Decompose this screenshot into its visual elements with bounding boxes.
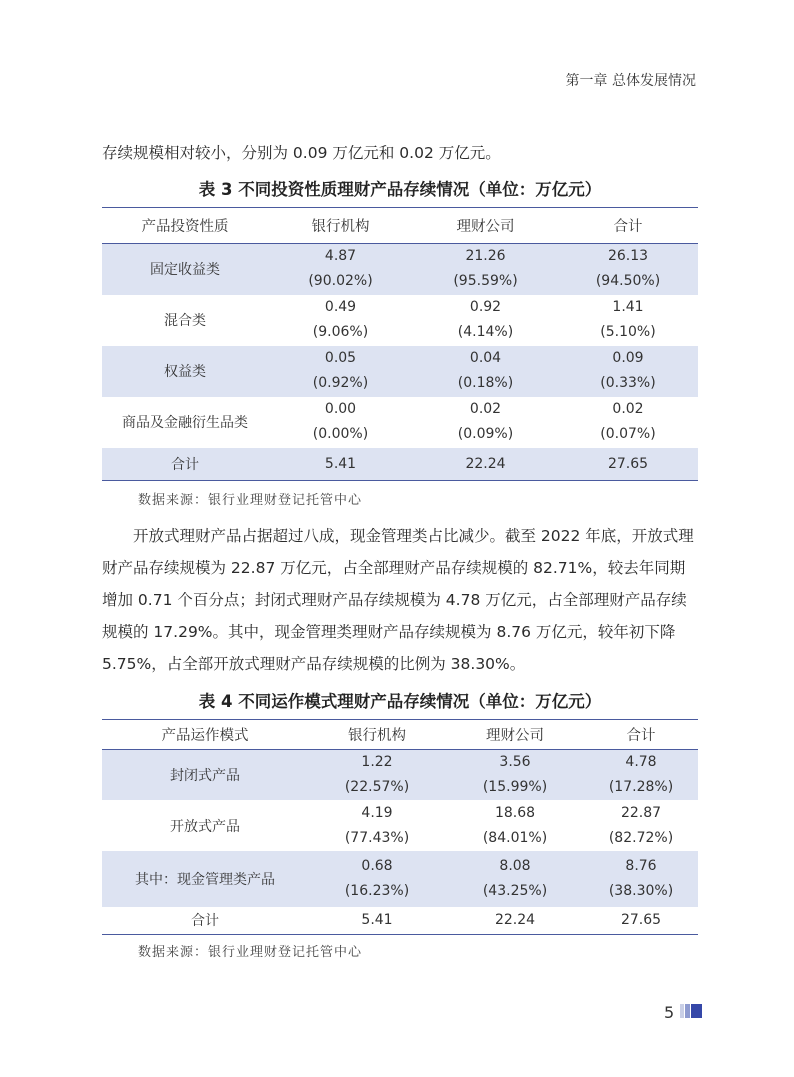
- page-decoration: [680, 1004, 702, 1018]
- table3-header-cell: 产品投资性质: [102, 208, 268, 244]
- table-total-row: [102, 448, 698, 481]
- cell-value: 22.24: [413, 448, 558, 481]
- cell-value: 0.04: [469, 350, 502, 366]
- cell-value: 0.09: [612, 350, 644, 366]
- cell-value: 8.08: [499, 858, 531, 874]
- table4-source: 数据来源：银行业理财登记托管中心: [138, 945, 363, 960]
- intro-line: 存续规模相对较小，分别为 0.09 万亿元和 0.02 万亿元。: [102, 144, 501, 162]
- table4-header-cell: 理财公司: [446, 720, 584, 750]
- cell-value: 4.19: [361, 804, 393, 821]
- cell-value: 1.22: [361, 754, 393, 770]
- cell-value: 22.24: [446, 907, 584, 934]
- cell-pct: (17.28%): [608, 779, 674, 795]
- table-row: [102, 851, 698, 907]
- cell-pct: (77.43%): [344, 829, 410, 846]
- cell-value: 0.00: [324, 401, 357, 417]
- cell-value: 0.49: [324, 299, 357, 315]
- table-total-row: [102, 907, 698, 934]
- cell-pct: (22.57%): [344, 779, 410, 795]
- cell-pct: (16.23%): [344, 883, 410, 899]
- table4-header-cell: 产品运作模式: [102, 720, 308, 750]
- cell-value: 8.76: [625, 858, 657, 874]
- decor-block: [691, 1004, 702, 1018]
- row-label: 开放式产品: [170, 818, 240, 835]
- table3-header-row: [102, 208, 698, 244]
- cell-pct: (0.33%): [600, 375, 656, 391]
- cell-value: 0.02: [469, 401, 502, 417]
- decor-block: [680, 1004, 684, 1018]
- table-row: [102, 346, 698, 397]
- table-row: [102, 244, 698, 295]
- cell-value: 27.65: [558, 448, 698, 481]
- cell-pct: (0.18%): [457, 375, 514, 391]
- table-row: [102, 295, 698, 346]
- table3-header-cell: 理财公司: [413, 208, 558, 244]
- cell-value: 27.65: [584, 907, 698, 934]
- row-label: 商品及金融衍生品类: [122, 415, 248, 431]
- decor-block: [685, 1004, 690, 1018]
- cell-pct: (0.09%): [457, 426, 514, 442]
- table4-header-cell: 银行机构: [308, 720, 446, 750]
- cell-value: 22.87: [620, 804, 662, 821]
- table3-header-cell: 银行机构: [268, 208, 413, 244]
- chapter-header: 第一章 总体发展情况: [565, 73, 696, 89]
- page-number: 5: [664, 1003, 675, 1022]
- table-row: [102, 397, 698, 448]
- cell-pct: (0.00%): [312, 426, 369, 442]
- cell-pct: (38.30%): [608, 883, 674, 899]
- table3-caption: 表 3 不同投资性质理财产品存续情况（单位：万亿元）: [198, 180, 602, 199]
- table-row: [102, 750, 698, 801]
- cell-pct: (0.07%): [600, 426, 656, 442]
- cell-pct: (15.99%): [482, 779, 548, 795]
- cell-value: 3.56: [499, 754, 531, 770]
- cell-value: 5.41: [268, 448, 413, 481]
- table4: [102, 719, 698, 935]
- table3-source: 数据来源：银行业理财登记托管中心: [138, 493, 363, 508]
- cell-value: 21.26: [465, 248, 506, 265]
- cell-value: 0.68: [361, 858, 393, 874]
- cell-value: 26.13: [607, 248, 649, 265]
- row-label: 合计: [102, 907, 308, 934]
- cell-pct: (95.59%): [453, 273, 518, 290]
- cell-pct: (94.50%): [595, 273, 661, 290]
- cell-value: 1.41: [612, 299, 644, 315]
- table3: [102, 207, 698, 481]
- cell-pct: (5.10%): [600, 324, 656, 340]
- cell-value: 18.68: [494, 804, 536, 821]
- cell-pct: (9.06%): [312, 324, 369, 340]
- row-label: 其中：现金管理类产品: [102, 851, 308, 907]
- table4-caption: 表 4 不同运作模式理财产品存续情况（单位：万亿元）: [198, 692, 602, 711]
- cell-value: 4.78: [625, 754, 657, 770]
- row-label: 权益类: [102, 346, 268, 397]
- cell-value: 0.05: [324, 350, 357, 366]
- body-paragraph: 开放式理财产品占据超过八成，现金管理类占比减少。截至 2022 年底，开放式理财产品存续规模为 22.87 万亿元，占全部理财产品存续规模的 82.71%，较去年同期增加 0.71 个百分点；封闭式理财产品存续规模为 4.78 万亿元，占全部理财产品存续规模的 17.29%。其中，现金管理类理财产品存续规模为 8.76 万亿元，较年初下降 5.75%，占全部开放式理财产品存续规模的比例为 38.30%。: [102, 527, 694, 673]
- table4-header-row: [102, 720, 698, 750]
- table3-header-cell: 合计: [558, 208, 698, 244]
- cell-pct: (4.14%): [457, 324, 514, 340]
- cell-pct: (0.92%): [312, 375, 369, 391]
- cell-value: 4.87: [324, 248, 357, 265]
- cell-pct: (82.72%): [608, 829, 674, 846]
- cell-pct: (84.01%): [482, 829, 548, 846]
- cell-pct: (43.25%): [482, 883, 548, 899]
- row-label: 封闭式产品: [102, 750, 308, 801]
- cell-value: 5.41: [308, 907, 446, 934]
- cell-pct: (90.02%): [308, 273, 373, 290]
- cell-value: 0.02: [612, 401, 644, 417]
- row-label: 合计: [102, 448, 268, 481]
- table-row: [102, 800, 698, 851]
- table4-header-cell: 合计: [584, 720, 698, 750]
- cell-value: 0.92: [469, 299, 502, 315]
- row-label: 固定收益类: [102, 244, 268, 295]
- row-label: 混合类: [164, 313, 206, 329]
